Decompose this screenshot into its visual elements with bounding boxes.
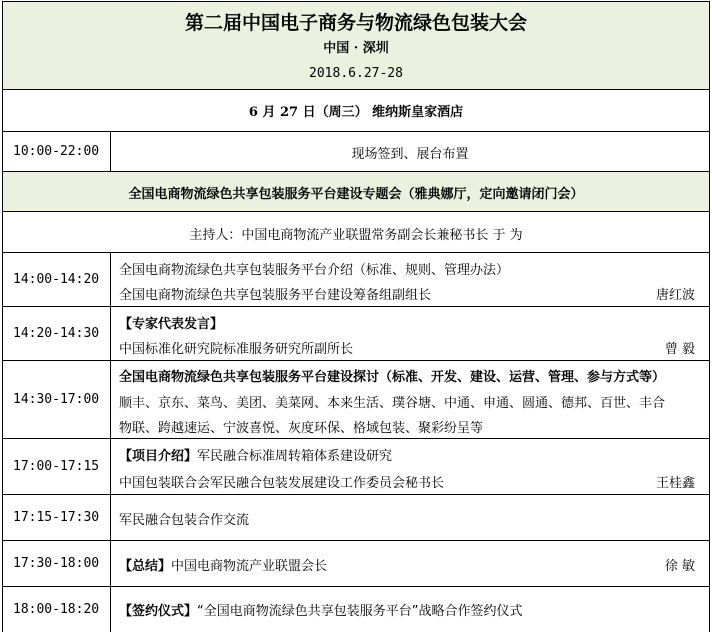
agenda-content [111,361,709,438]
conference-dates: 2018.6.27-28 [309,66,403,81]
agenda-time: 14:20-14:30 [3,307,111,360]
agenda-speaker-title: 中国标准化研究院标准服务研究所副所长 [119,342,354,357]
agenda-topic: 军民融合包装合作交流 [119,513,250,528]
agenda-content [111,587,709,632]
agenda-row [3,495,709,541]
agenda-speaker-name: 王桂鑫 [655,476,695,491]
checkin-content [111,132,709,171]
agenda-time: 17:15-17:30 [3,495,111,540]
agenda-label: 【专家代表发言】 [119,317,224,332]
agenda-content [111,439,709,494]
agenda-speaker-title: 全国电商物流绿色共享包装服务平台建设筹备组副组长 [119,288,432,303]
agenda-content [111,253,709,306]
agenda-label: 【总结】 [119,559,172,574]
session-title-row [3,172,709,212]
agenda-participants-cont: 物联、跨越速运、宁波喜悦、灰度环保、格域包装、聚彩纷呈等 [119,421,484,436]
agenda-row [3,587,709,632]
agenda-label: 【项目介绍】 [119,449,198,464]
agenda-speaker-name: 徐 敏 [664,559,695,574]
session-host: 主持人：中国电商物流产业联盟常务副会长兼秘书长 于 为 [189,228,523,243]
agenda-speaker-name: 唐红波 [655,288,695,303]
agenda-content [111,495,709,540]
agenda-topic: 军民融合标准周转箱体系建设研究 [197,449,393,464]
agenda-row [3,307,709,361]
day-row [3,90,709,132]
agenda-topic: 全国电商物流绿色共享包装服务平台介绍（标准、规则、管理办法） [119,263,510,278]
agenda-time: 14:30-17:00 [3,361,111,438]
checkin-text: 现场签到、展台布置 [351,147,469,162]
agenda-participants: 顺丰、京东、菜鸟、美团、美菜网、本来生活、璞谷塘、中通、申通、圆通、德邦、百世、丰合 [119,396,666,411]
agenda-sheet [2,1,710,632]
agenda-label: 【签约仪式】 [119,604,198,619]
agenda-content [111,307,709,360]
checkin-time: 10:00-22:00 [3,132,111,171]
conference-header [3,2,709,90]
conference-location: 中国 · 深圳 [323,41,389,56]
agenda-row [3,253,709,307]
agenda-time: 17:00-17:15 [3,439,111,494]
agenda-time: 17:30-18:00 [3,541,111,586]
host-row [3,212,709,253]
day-label: 6 月 27 日（周三） 维纳斯皇家酒店 [248,105,464,120]
checkin-row [3,132,709,172]
agenda-row [3,541,709,587]
agenda-time: 14:00-14:20 [3,253,111,306]
agenda-topic: 全国电商物流绿色共享包装服务平台建设探讨（标准、开发、建设、运营、管理、参与方式等） [119,370,666,385]
agenda-topic: “全国电商物流绿色共享包装服务平台”战略合作签约仪式 [197,604,523,619]
agenda-row [3,439,709,495]
conference-title: 第二届中国电子商务与物流绿色包装大会 [184,12,527,34]
agenda-topic: 中国电商物流产业联盟会长 [171,559,328,574]
session-title: 全国电商物流绿色共享包装服务平台建设专题会（雅典娜厅，定向邀请闭门会） [128,187,584,202]
agenda-speaker-name: 曾 毅 [664,342,695,357]
agenda-speaker-title: 中国包装联合会军民融合包装发展建设工作委员会秘书长 [119,476,445,491]
agenda-time: 18:00-18:20 [3,587,111,632]
agenda-content [111,541,709,586]
agenda-row [3,361,709,439]
